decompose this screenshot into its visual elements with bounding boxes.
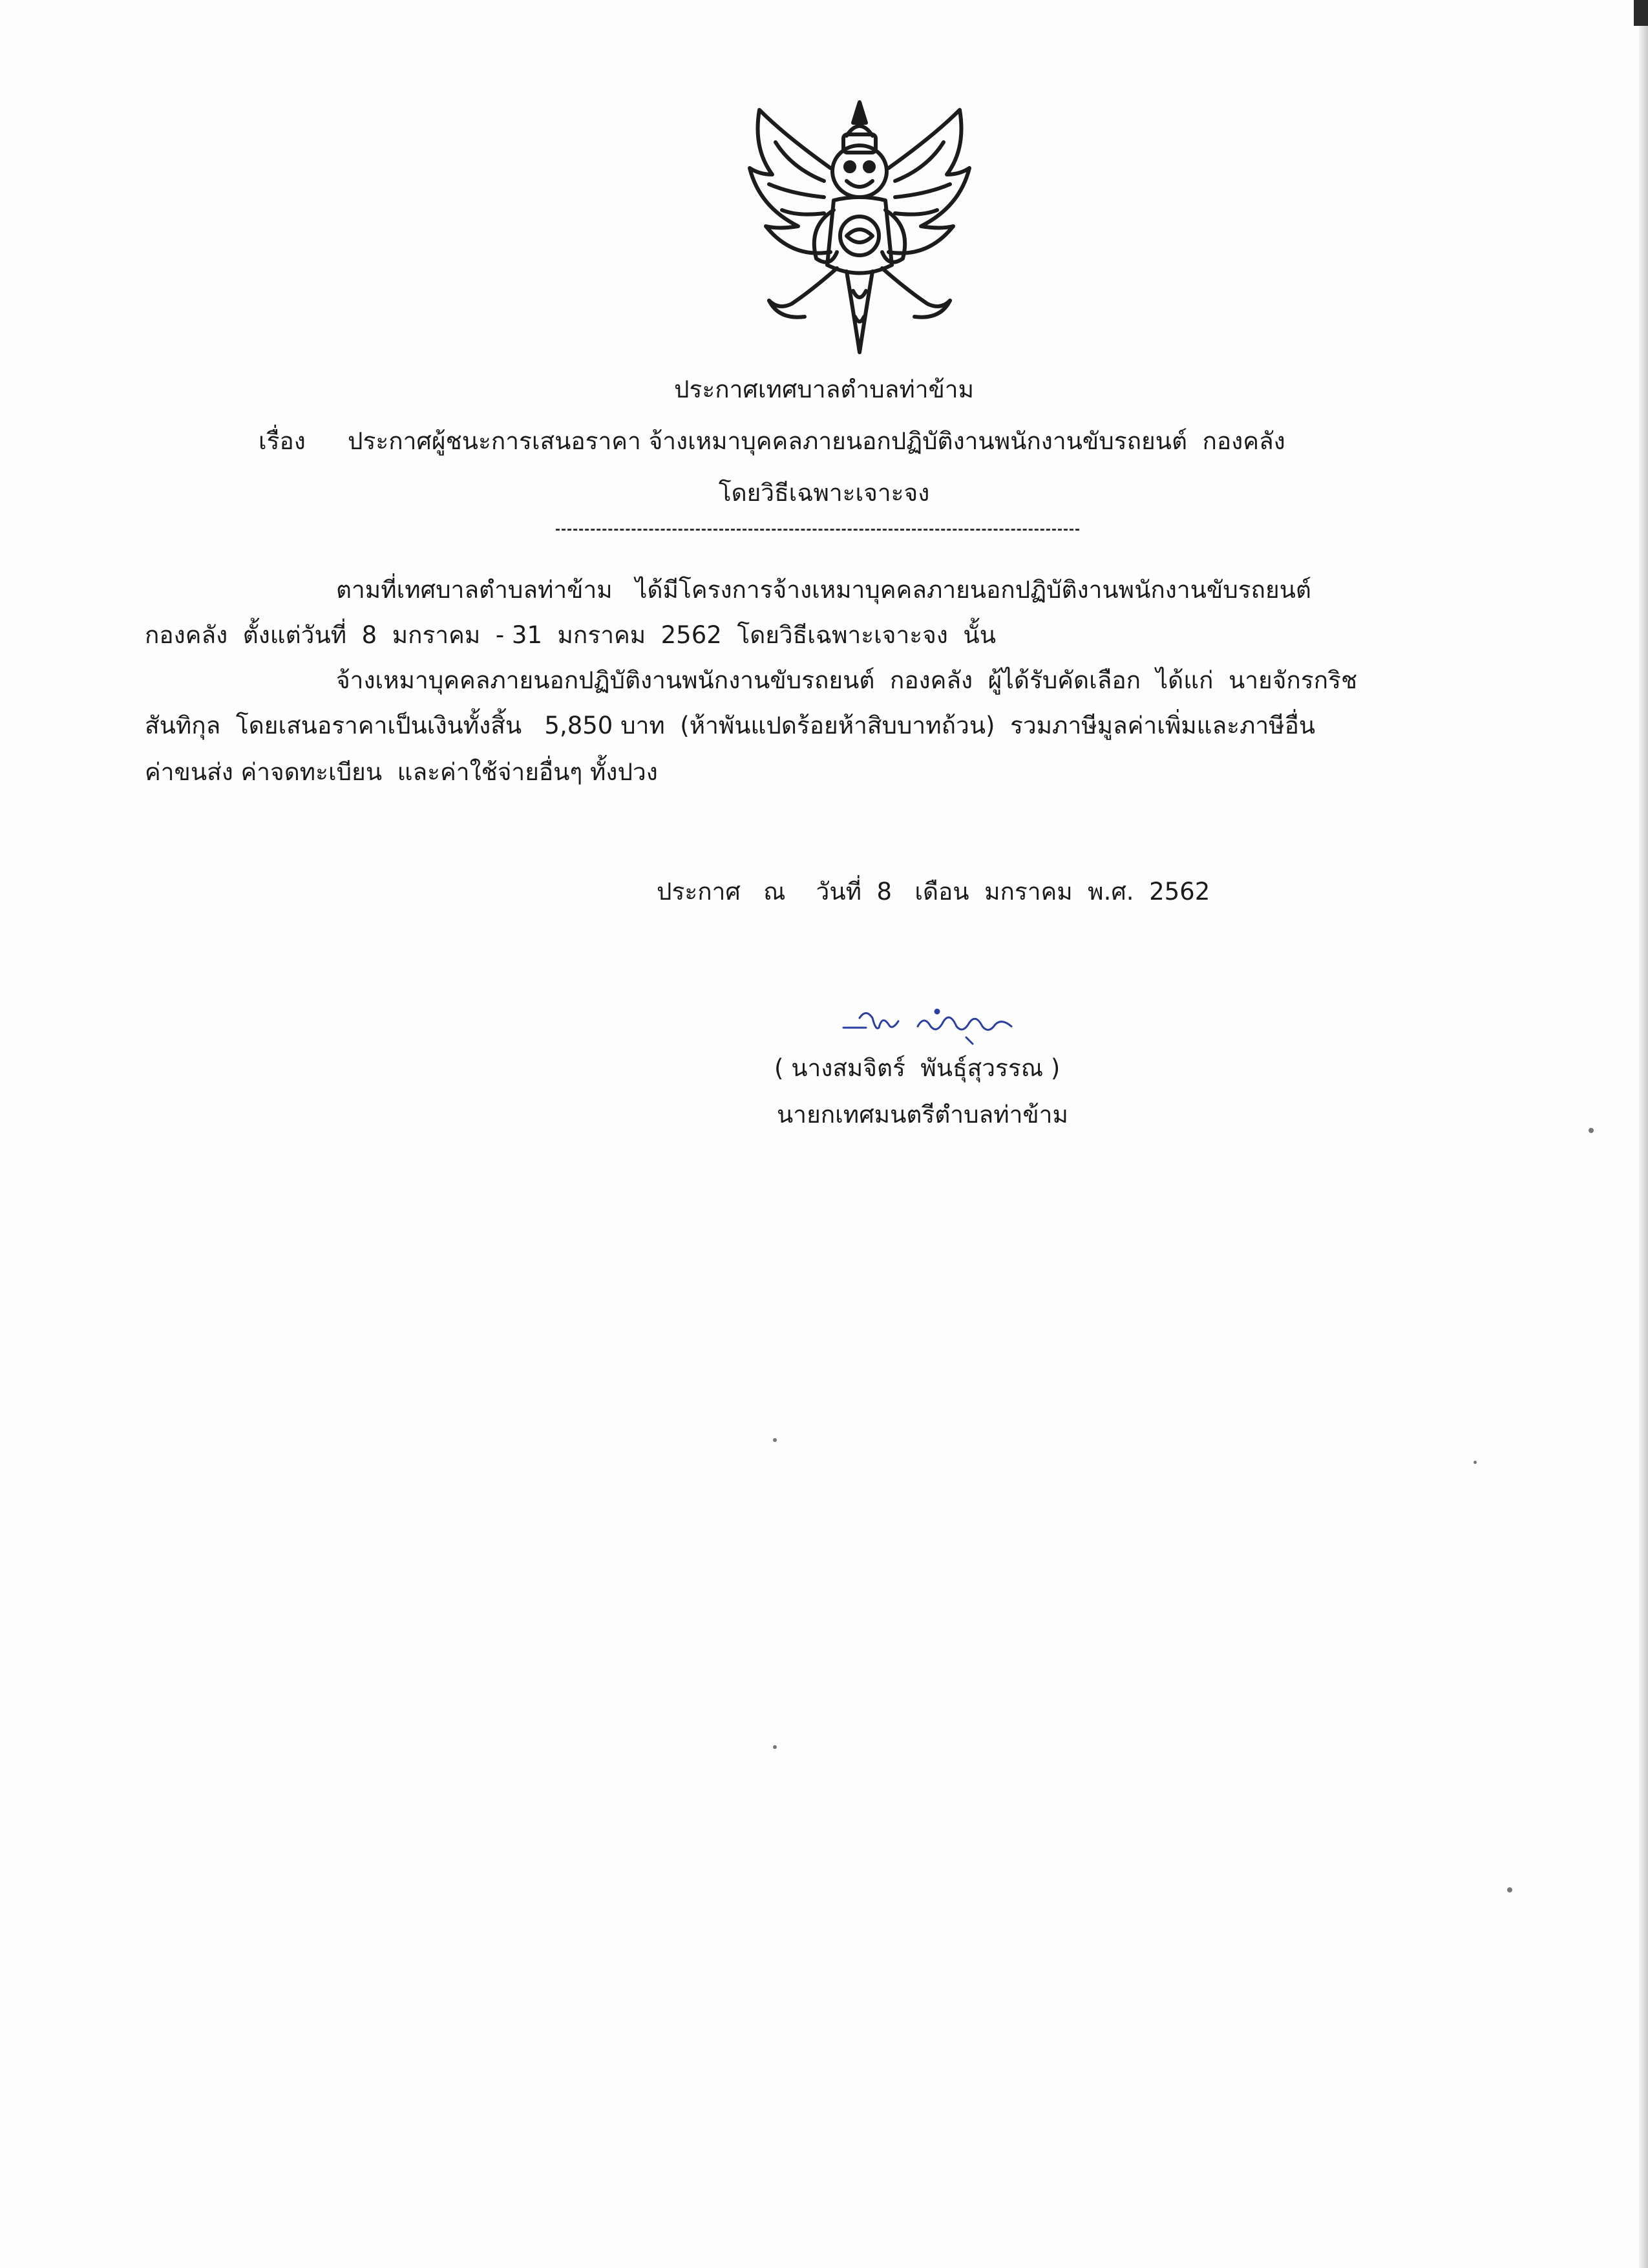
paragraph-1-line-1: ตามที่เทศบาลตำบลท่าข้าม ได้มีโครงการจ้างเหมาบุคคลภายนอกปฏิบัติงานพนักงานขับรถยนต์ — [336, 576, 1311, 604]
garuda-emblem-icon — [740, 97, 979, 362]
paragraph-2-line-3: ค่าขนส่ง ค่าจดทะเบียน และค่าใช้จ่ายอื่นๆ ทั้งปวง — [145, 758, 658, 786]
subject-line-2: โดยวิธีเฉพาะเจาะจง — [718, 479, 930, 507]
scan-speck — [773, 1745, 777, 1749]
signer-position: นายกเทศมนตรีตำบลท่าข้าม — [777, 1101, 1068, 1129]
paragraph-2-line-1: จ้างเหมาบุคคลภายนอกปฏิบัติงานพนักงานขับรถยนต์ กองคลัง ผู้ได้รับคัดเลือก ได้แก่ นายจักรกริช — [336, 666, 1358, 694]
announcement-date: ประกาศ ณ วันที่ 8 เดือน มกราคม พ.ศ. 2562 — [657, 878, 1210, 906]
announcement-title: ประกาศเทศบาลตำบลท่าข้าม — [674, 376, 974, 403]
scan-speck — [1507, 1887, 1512, 1892]
subject-label: เรื่อง — [259, 427, 306, 455]
signature — [840, 1002, 1066, 1047]
scan-speck — [773, 1438, 777, 1442]
scan-speck — [1474, 1461, 1477, 1464]
header-divider — [556, 529, 1079, 531]
scan-edge — [1639, 0, 1648, 2268]
paragraph-1-line-2: กองคลัง ตั้งแต่วันที่ 8 มกราคม - 31 มกราคม 2562 โดยวิธีเฉพาะเจาะจง นั้น — [145, 621, 996, 649]
scan-edge-mark — [1634, 0, 1648, 26]
subject-line-1: ประกาศผู้ชนะการเสนอราคา จ้างเหมาบุคคลภายนอกปฏิบัติงานพนักงานขับรถยนต์ กองคลัง — [348, 427, 1285, 455]
paragraph-2-line-2: สันทิกุล โดยเสนอราคาเป็นเงินทั้งสิ้น 5,850 บาท (ห้าพันแปดร้อยห้าสิบบาทถ้วน) รวมภาษีมูลค่าเพิ่มและภาษีอื่น — [145, 712, 1316, 739]
scan-speck — [1589, 1128, 1594, 1133]
signer-name: ( นางสมจิตร์ พันธุ์สุวรรณ ) — [774, 1054, 1061, 1082]
